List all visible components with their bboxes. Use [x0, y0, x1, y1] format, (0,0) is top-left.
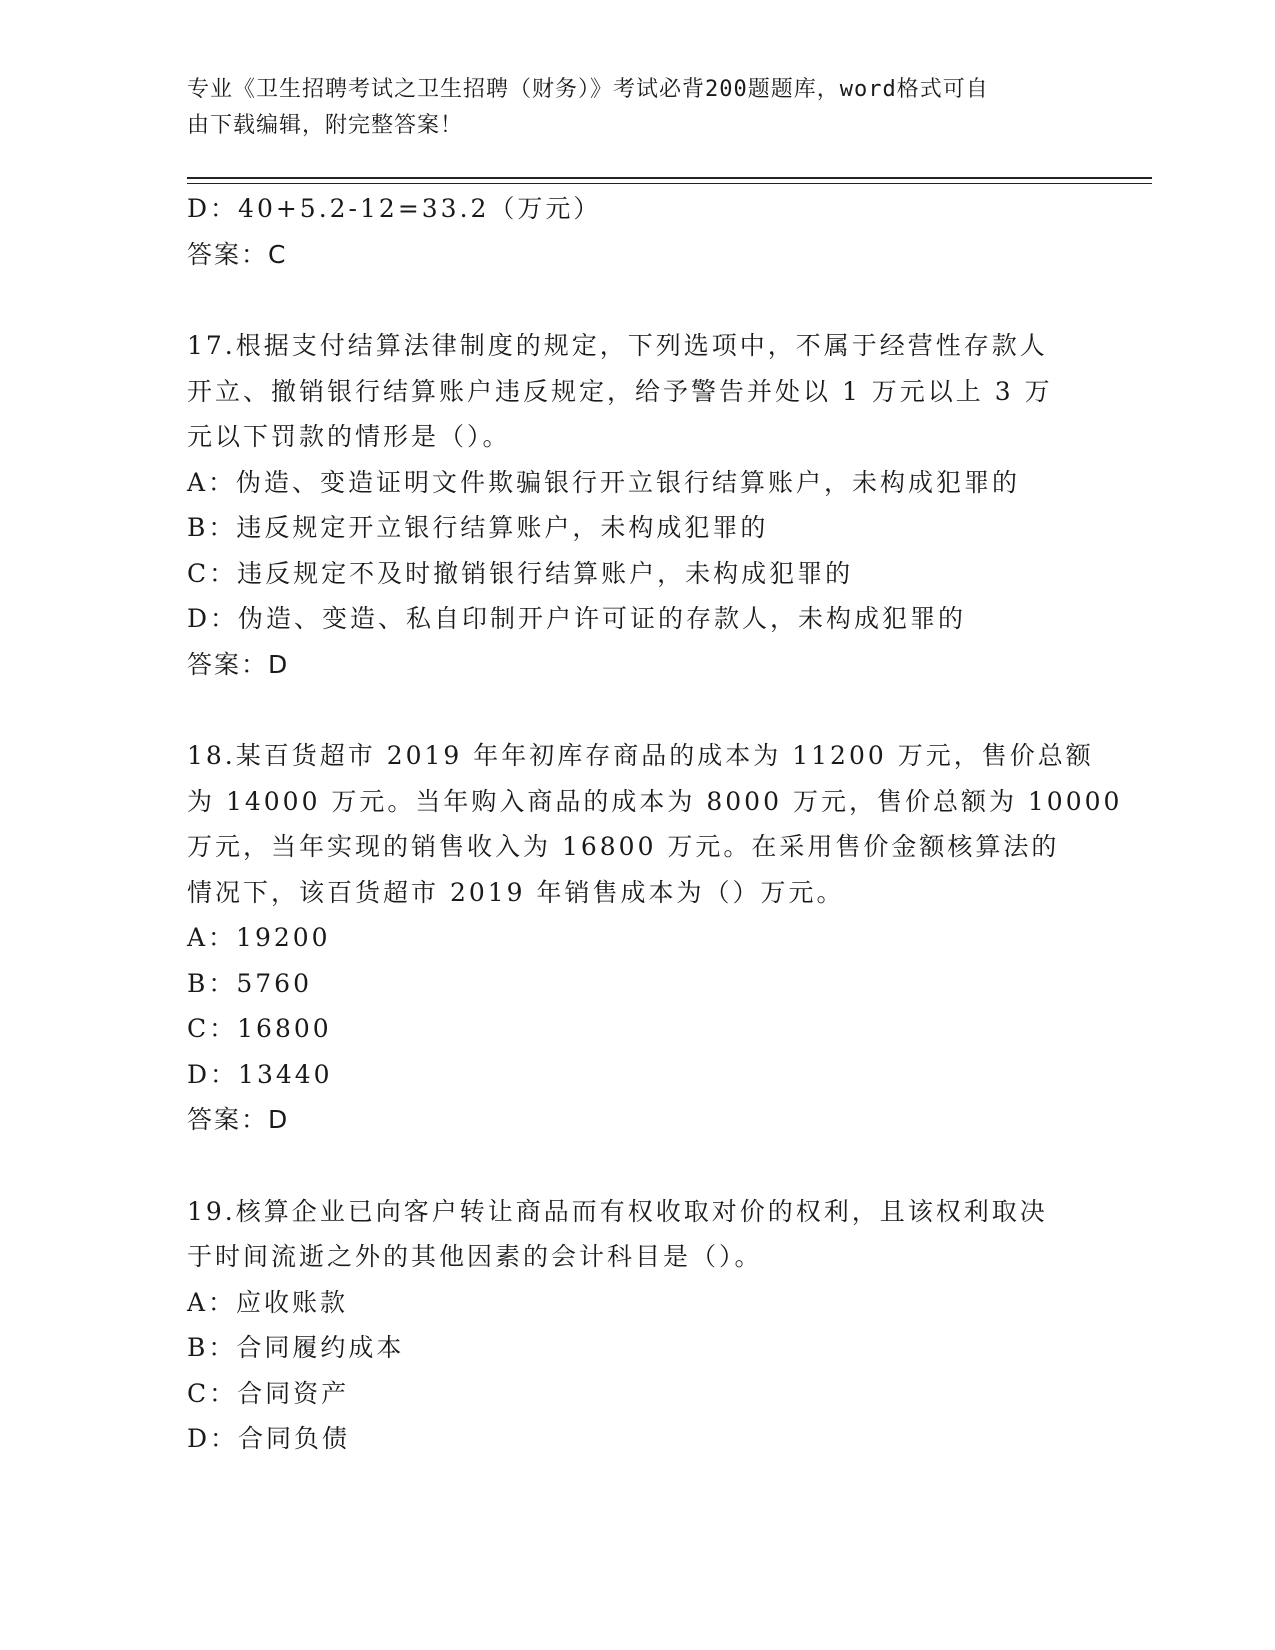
question-stem-line: 18.某百货超市 2019 年年初库存商品的成本为 11200 万元，售价总额 — [187, 741, 1094, 770]
option-c: C：违反规定不及时撤销银行结算账户，未构成犯罪的 — [187, 558, 854, 588]
question-18 — [187, 733, 1123, 1143]
document-header — [187, 72, 1067, 144]
question-stem-line: 开立、撤销银行结算账户违反规定，给予警告并处以 1 万元以上 3 万 — [187, 376, 1053, 406]
option-d: D：伪造、变造、私自印制开户许可证的存款人，未构成犯罪的 — [187, 604, 967, 633]
question-content — [187, 186, 1123, 1462]
header-line-2: 由下载编辑，附完整答案！ — [187, 113, 464, 138]
question-stem-line: 于时间流逝之外的其他因素的会计科目是（）。 — [187, 1242, 763, 1271]
option-a: A：应收账款 — [187, 1287, 349, 1317]
option-d: D：13440 — [187, 1059, 333, 1089]
spacer — [187, 1143, 1087, 1189]
answer-line: 答案：D — [187, 1105, 290, 1134]
header-rule-thin — [187, 183, 1152, 184]
option-d: D：40+5.2-12=33.2（万元） — [187, 194, 602, 223]
spacer — [187, 687, 1087, 733]
question-stem-line: 17.根据支付结算法律制度的规定，下列选项中，不属于经营性存款人 — [187, 331, 1048, 360]
option-a: A：伪造、变造证明文件欺骗银行开立银行结算账户，未构成犯罪的 — [187, 467, 1021, 497]
question-stem-line: 万元，当年实现的销售收入为 16800 万元。在采用售价金额核算法的 — [187, 832, 1060, 861]
question-19 — [187, 1189, 1087, 1462]
answer-line: 答案：D — [187, 649, 290, 679]
previous-question-tail — [187, 186, 1087, 277]
option-c: C：16800 — [187, 1014, 332, 1043]
option-b: B：5760 — [187, 968, 312, 998]
option-a: A：19200 — [187, 923, 331, 952]
option-b: B：合同履约成本 — [187, 1333, 405, 1362]
header-line-1: 专业《卫生招聘考试之卫生招聘（财务）》考试必背200题题库，word格式可自 — [187, 77, 989, 102]
question-stem-line: 情况下，该百货超市 2019 年销售成本为（）万元。 — [187, 877, 845, 907]
option-d: D：合同负债 — [187, 1424, 351, 1453]
question-stem-line: 为 14000 万元。当年购入商品的成本为 8000 万元，售价总额为 10000 — [187, 786, 1123, 816]
spacer — [187, 277, 1087, 323]
answer-line: 答案：C — [187, 239, 288, 269]
option-b: B：违反规定开立银行结算账户，未构成犯罪的 — [187, 513, 769, 542]
question-stem-line: 19.核算企业已向客户转让商品而有权收取对价的权利，且该权利取决 — [187, 1196, 1048, 1226]
option-c: C：合同资产 — [187, 1378, 350, 1408]
question-17 — [187, 323, 1087, 687]
header-rule-thick — [187, 177, 1152, 179]
question-stem-line: 元以下罚款的情形是（）。 — [187, 422, 511, 451]
